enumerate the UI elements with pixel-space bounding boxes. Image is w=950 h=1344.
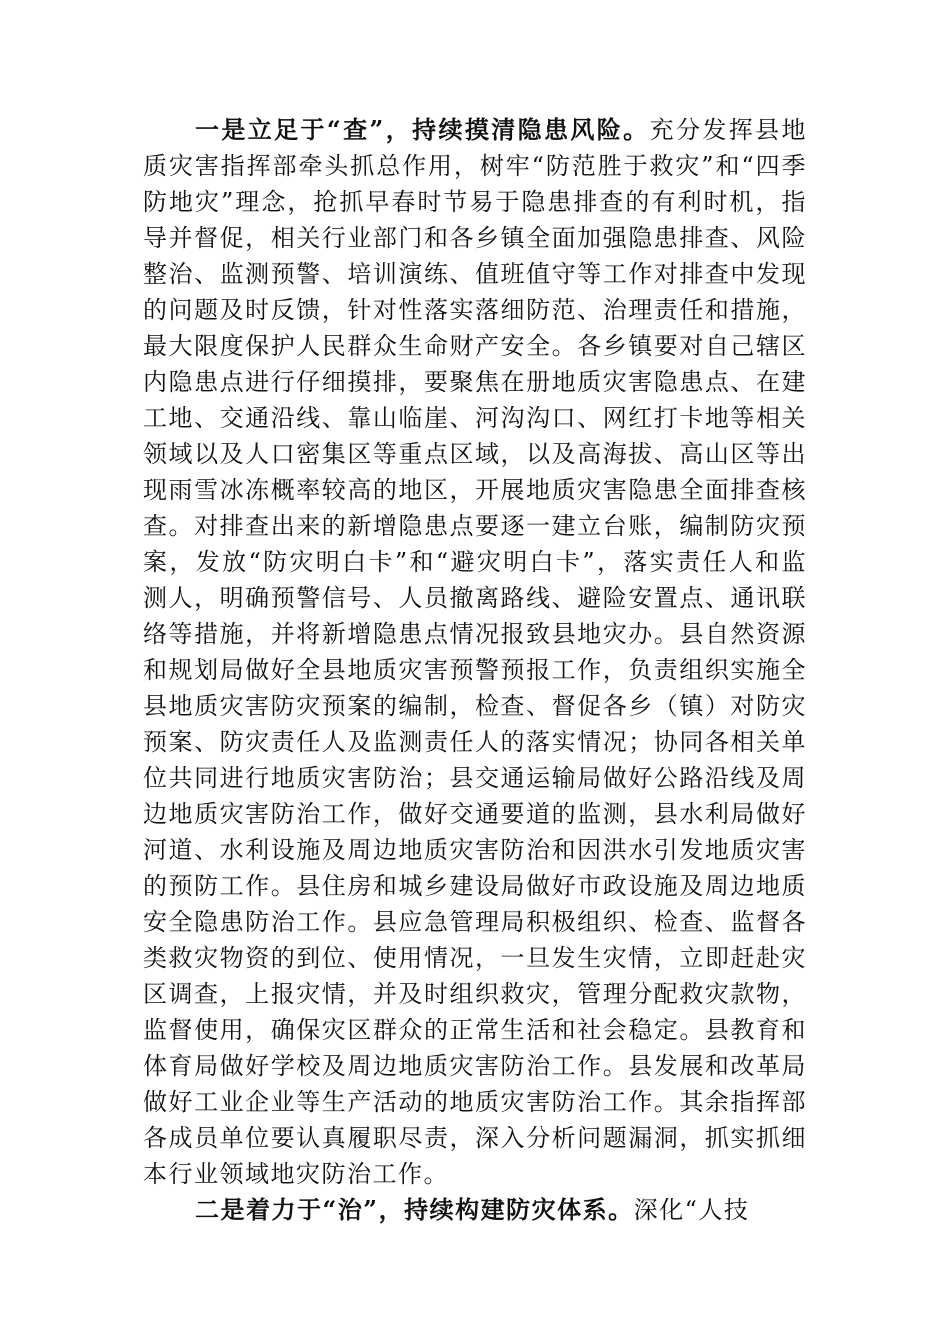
paragraph-1-text: 充分发挥县地质灾害指挥部牵头抓总作用，树牢“防范胜于救灾”和“四季防地灾”理念，抢抓早春时节易于隐患排查的有利时机，指导并督促，相关行业部门和各乡镇全面加强隐患排查、风险整治、监测预警、培训演练、值班值守等工作对排查中发现的问题及时反馈，针对性落实落细防范、治理责任和措施，最大限度保护人民群众生命财产安全。各乡镇要对自己辖区内隐患点进行仔细摸排，要聚焦在册地质灾害隐患点、在建工地、交通沿线、靠山临崖、河沟沟口、网红打卡地等相关领域以及人口密集区等重点区域，以及高海拔、高山区等出现雨雪冰冻概率较高的地区，开展地质灾害隐患全面排查核查。对排查出来的新增隐患点要逐一建立台账，编制防灾预案，发放“防灾明白卡”和“避灾明白卡”，落实责任人和监测人，明确预警信号、人员撤离路线、避险安置点、通讯联络等措施，并将新增隐患点情况报致县地灾办。县自然资源和规划局做好全县地质灾害预警预报工作，负责组织实施全县地质灾害防灾预案的编制，检查、督促各乡（镇）对防灾预案、防灾责任人及监测责任人的落实情况；协同各相关单位共同进行地质灾害防治；县交通运输局做好公路沿线及周边地质灾害防治工作，做好交通要道的监测，县水利局做好河道、水利设施及周边地质灾害防治和因洪水引发地质灾害的预防工作。县住房和城乡建设局做好市政设施及周边地质安全隐患防治工作。县应急管理局积极组织、检查、监督各类救灾物资的到位、使用情况，一旦发生灾情，立即赶赴灾区调查，上报灾情，并及时组织救灾，管理分配救灾款物，监督使用，确保灾区群众的正常生活和社会稳定。县教育和体育局做好学校及周边地质灾害防治工作。县发展和改革局做好工业企业等生产活动的地质灾害防治工作。其余指挥部各成员单位要认真履职尽责，深入分析问题漏洞，抓实抓细本行业领域地灾防治工作。: [143, 116, 808, 1188]
document-body: [143, 112, 807, 1228]
paragraph-2-heading: 二是着力于“治”，持续构建防灾体系。: [195, 1195, 634, 1224]
paragraph-1: [143, 112, 807, 1192]
paragraph-2-text: 深化“人技: [633, 1196, 750, 1224]
paragraph-2: [143, 1192, 807, 1228]
paragraph-1-heading: 一是立足于“查”，持续摸清隐患风险。: [195, 115, 650, 144]
